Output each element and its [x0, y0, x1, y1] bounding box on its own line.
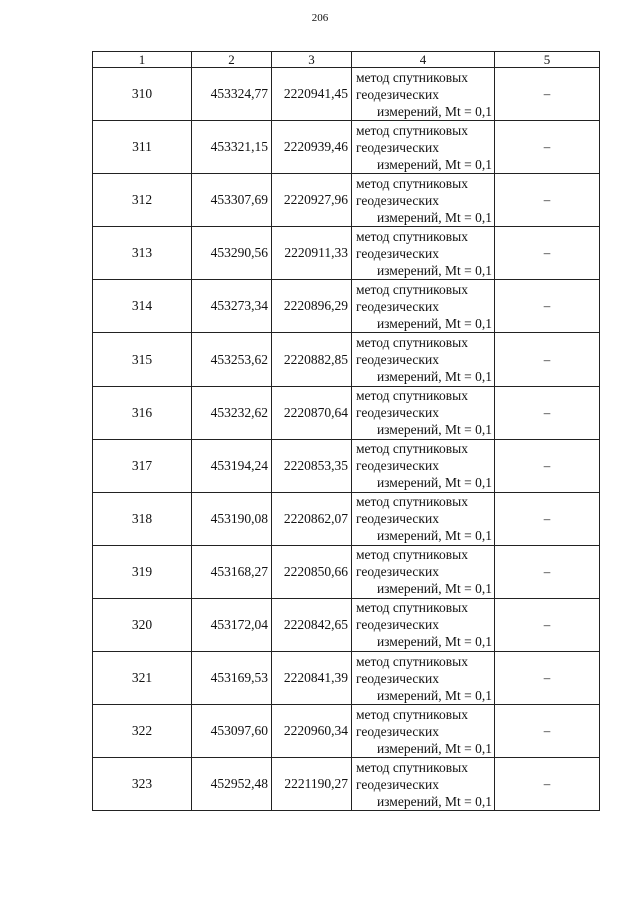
method-line-2: геодезических: [356, 86, 439, 102]
coord-x: 453194,24: [192, 439, 272, 492]
method-line-1: метод спутниковых: [356, 759, 468, 775]
coord-x: 453290,56: [192, 227, 272, 280]
coord-x: 453232,62: [192, 386, 272, 439]
point-id: 311: [93, 121, 192, 174]
note-cell: –: [495, 68, 600, 121]
table-row: [93, 280, 600, 333]
table-row: [93, 68, 600, 121]
method-line-1: метод спутниковых: [356, 388, 468, 404]
point-id: 321: [93, 652, 192, 705]
method-line-2: геодезических: [356, 564, 439, 580]
note-cell: –: [495, 758, 600, 811]
coord-y: 2220850,66: [272, 545, 352, 598]
point-id: 320: [93, 598, 192, 651]
method-line-2: геодезических: [356, 245, 439, 261]
coord-x: 453253,62: [192, 333, 272, 386]
method-line-3: измерений, Mt = 0,1: [376, 156, 492, 172]
point-id: 314: [93, 280, 192, 333]
table-header-row: [93, 52, 600, 68]
coord-y: 2220939,46: [272, 121, 352, 174]
coord-y: 2220896,29: [272, 280, 352, 333]
method-line-3: измерений, Mt = 0,1: [376, 793, 492, 809]
point-id: 310: [93, 68, 192, 121]
method-line-1: метод спутниковых: [356, 335, 468, 351]
method-line-1: метод спутниковых: [356, 653, 468, 669]
method-cell: [352, 227, 495, 280]
note-cell: –: [495, 280, 600, 333]
point-id: 312: [93, 174, 192, 227]
method-cell: [352, 386, 495, 439]
method-line-1: метод спутниковых: [356, 600, 468, 616]
coord-y: 2220927,96: [272, 174, 352, 227]
point-id: 323: [93, 758, 192, 811]
note-cell: –: [495, 227, 600, 280]
method-line-2: геодезических: [356, 723, 439, 739]
header-col-2: 2: [192, 52, 272, 68]
table-row: [93, 333, 600, 386]
method-line-3: измерений, Mt = 0,1: [376, 634, 492, 650]
table-row: [93, 545, 600, 598]
method-line-1: метод спутниковых: [356, 69, 468, 85]
method-line-3: измерений, Mt = 0,1: [376, 687, 492, 703]
method-cell: [352, 174, 495, 227]
coord-y: 2220941,45: [272, 68, 352, 121]
point-id: 322: [93, 705, 192, 758]
method-line-3: измерений, Mt = 0,1: [376, 103, 492, 119]
point-id: 313: [93, 227, 192, 280]
method-line-2: геодезических: [356, 298, 439, 314]
table-row: [93, 492, 600, 545]
coordinates-table: [92, 51, 600, 811]
note-cell: –: [495, 598, 600, 651]
method-cell: [352, 333, 495, 386]
method-cell: [352, 121, 495, 174]
method-line-1: метод спутниковых: [356, 175, 468, 191]
method-line-2: геодезических: [356, 352, 439, 368]
method-line-2: геодезических: [356, 139, 439, 155]
header-col-1: 1: [93, 52, 192, 68]
header-col-4: 4: [352, 52, 495, 68]
coord-y: 2220842,65: [272, 598, 352, 651]
coord-y: 2220853,35: [272, 439, 352, 492]
method-line-1: метод спутниковых: [356, 228, 468, 244]
note-cell: –: [495, 705, 600, 758]
table-row: [93, 227, 600, 280]
table-row: [93, 758, 600, 811]
method-line-3: измерений, Mt = 0,1: [376, 528, 492, 544]
method-cell: [352, 652, 495, 705]
coord-y: 2220841,39: [272, 652, 352, 705]
method-line-3: измерений, Mt = 0,1: [376, 369, 492, 385]
note-cell: –: [495, 652, 600, 705]
point-id: 315: [93, 333, 192, 386]
note-cell: –: [495, 333, 600, 386]
coord-y: 2220960,34: [272, 705, 352, 758]
table-row: [93, 174, 600, 227]
method-line-1: метод спутниковых: [356, 281, 468, 297]
header-col-3: 3: [272, 52, 352, 68]
coord-x: 452952,48: [192, 758, 272, 811]
note-cell: –: [495, 174, 600, 227]
coord-y: 2220882,85: [272, 333, 352, 386]
table-row: [93, 598, 600, 651]
note-cell: –: [495, 439, 600, 492]
coord-x: 453169,53: [192, 652, 272, 705]
method-line-2: геодезических: [356, 617, 439, 633]
point-id: 317: [93, 439, 192, 492]
note-cell: –: [495, 386, 600, 439]
coord-x: 453190,08: [192, 492, 272, 545]
coord-y: 2221190,27: [272, 758, 352, 811]
method-cell: [352, 758, 495, 811]
method-line-3: измерений, Mt = 0,1: [376, 209, 492, 225]
method-line-2: геодезических: [356, 192, 439, 208]
coord-y: 2220911,33: [272, 227, 352, 280]
table-row: [93, 652, 600, 705]
coord-y: 2220862,07: [272, 492, 352, 545]
method-line-2: геодезических: [356, 511, 439, 527]
point-id: 319: [93, 545, 192, 598]
coord-x: 453168,27: [192, 545, 272, 598]
coord-x: 453097,60: [192, 705, 272, 758]
method-line-1: метод спутниковых: [356, 122, 468, 138]
table-row: [93, 386, 600, 439]
header-col-5: 5: [495, 52, 600, 68]
note-cell: –: [495, 492, 600, 545]
method-line-1: метод спутниковых: [356, 547, 468, 563]
method-line-3: измерений, Mt = 0,1: [376, 581, 492, 597]
method-line-3: измерений, Mt = 0,1: [376, 740, 492, 756]
method-cell: [352, 439, 495, 492]
page-number: 206: [311, 12, 329, 24]
table-row: [93, 705, 600, 758]
method-line-1: метод спутниковых: [356, 706, 468, 722]
method-cell: [352, 598, 495, 651]
method-line-2: геодезических: [356, 405, 439, 421]
method-cell: [352, 705, 495, 758]
method-line-1: метод спутниковых: [356, 494, 468, 510]
method-cell: [352, 68, 495, 121]
table-row: [93, 121, 600, 174]
coord-x: 453273,34: [192, 280, 272, 333]
method-line-3: измерений, Mt = 0,1: [376, 262, 492, 278]
method-line-2: геодезических: [356, 670, 439, 686]
method-line-3: измерений, Mt = 0,1: [376, 315, 492, 331]
point-id: 318: [93, 492, 192, 545]
table-row: [93, 439, 600, 492]
method-cell: [352, 492, 495, 545]
note-cell: –: [495, 121, 600, 174]
method-cell: [352, 545, 495, 598]
coord-x: 453172,04: [192, 598, 272, 651]
coord-x: 453321,15: [192, 121, 272, 174]
coord-x: 453307,69: [192, 174, 272, 227]
coord-y: 2220870,64: [272, 386, 352, 439]
coord-x: 453324,77: [192, 68, 272, 121]
method-line-1: метод спутниковых: [356, 441, 468, 457]
method-line-2: геодезических: [356, 776, 439, 792]
method-line-2: геодезических: [356, 458, 439, 474]
point-id: 316: [93, 386, 192, 439]
method-line-3: измерений, Mt = 0,1: [376, 422, 492, 438]
method-line-3: измерений, Mt = 0,1: [376, 475, 492, 491]
note-cell: –: [495, 545, 600, 598]
method-cell: [352, 280, 495, 333]
